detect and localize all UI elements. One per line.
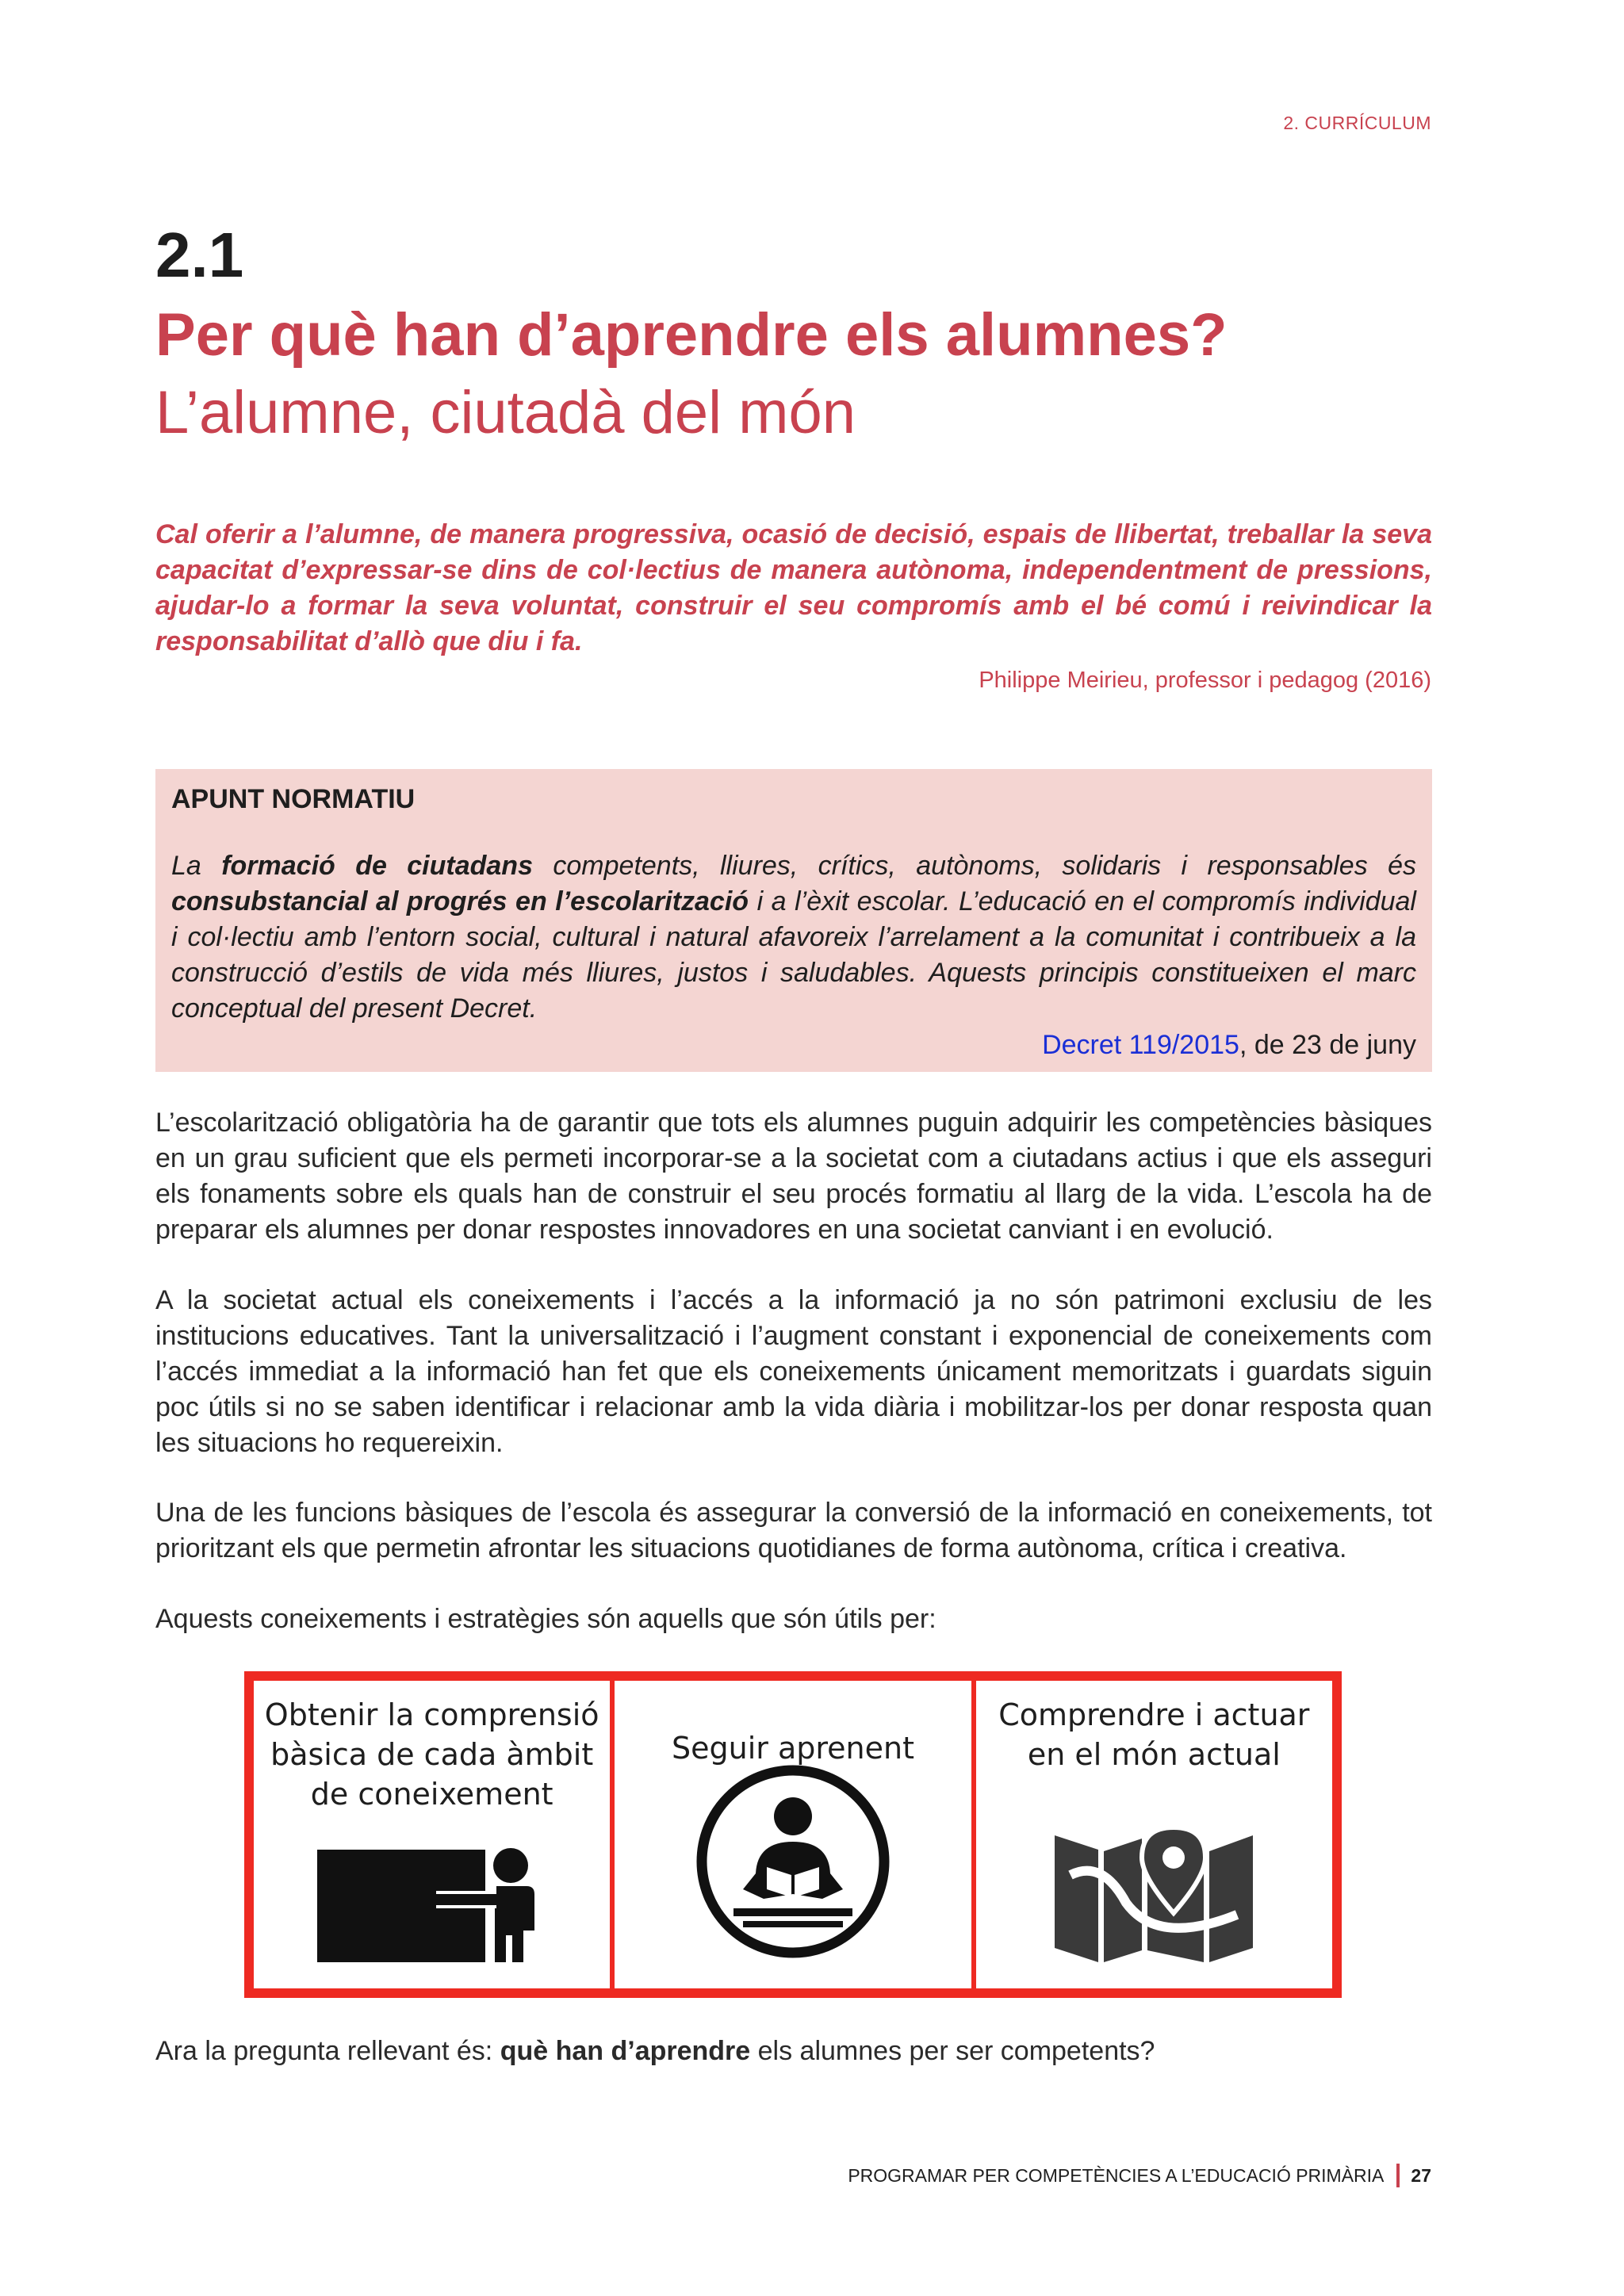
page-title: Per què han d’aprendre els alumnes? bbox=[155, 301, 1228, 369]
teacher-blackboard-icon bbox=[317, 1843, 547, 1966]
normative-note-box bbox=[155, 769, 1432, 1072]
map-pin-icon bbox=[1055, 1827, 1253, 1966]
figure-panel bbox=[254, 1681, 610, 1988]
page-subtitle: L’alumne, ciutadà del món bbox=[155, 379, 856, 446]
footer-divider bbox=[1396, 2164, 1400, 2187]
body-paragraph: Una de les funcions bàsiques de l’escola és assegurar la conversió de la informació en coneixements, tot prioritzant els que permetin afrontar les situacions quotidianes de forma autònoma, crítica i creativa. bbox=[155, 1498, 1432, 1563]
normative-note-text: La formació de ciutadans competents, lliures, crítics, autònoms, solidaris i responsables és consubstancial al progrés en l’escolarització i a l’èxit escolar. L’educació en el compromís individual i col·lectiu amb l’entorn social, cultural i natural afavoreix l’arrelament a la comunitat i contribueix a la construcció d’estils de vida més lliures, justos i saludables. Aquests principis constitueixen el marc conceptual del present Decret. bbox=[171, 851, 1417, 1024]
footer-title: PROGRAMAR PER COMPETÈNCIES A L’EDUCACIÓ PRIMÀRIA bbox=[848, 2164, 1385, 2186]
quote-author: Philippe Meirieu, professor i pedagog (2016) bbox=[979, 668, 1431, 693]
body-paragraph: A la societat actual els coneixements i l’accés a la informació ja no són patrimoni exclusiu de les institucions educatives. Tant la universalització i l’augment constant i exponencial de coneixements com l’accés immediat a la informació han fet que els coneixements únicament memoritzats i guardats siguin poc útils si no se saben identificar i relacionar amb la vida diària i mobilitzar-los per donar resposta quan les situacions ho requereixin. bbox=[155, 1285, 1432, 1458]
body-paragraph: L’escolarització obligatòria ha de garantir que tots els alumnes puguin adquirir les competències bàsiques en un grau suficient que els permeti incorporar-se a la societat com a ciutadans actius i que els asseguri els fonaments sobre els quals han de construir el seu procés formatiu al llarg de la vida. L’escola ha de preparar els alumnes per donar respostes innovadores en una societat canviant i en evolució. bbox=[155, 1108, 1432, 1245]
reading-person-icon bbox=[694, 1762, 892, 1965]
figure-panel-label: Comprendre i actuar en el món actual bbox=[998, 1697, 1310, 1772]
section-label: 2. CURRÍCULUM bbox=[1283, 113, 1431, 133]
normative-reference: Decret 119/2015, de 23 de juny bbox=[1042, 1030, 1416, 1060]
decree-link[interactable]: Decret 119/2015 bbox=[1042, 1030, 1239, 1060]
figure-panel bbox=[971, 1681, 1332, 1988]
figure-panel-label: Obtenir la comprensió bàsica de cada àmbit de coneixement bbox=[264, 1697, 599, 1812]
figure-panel-label: Seguir aprenent bbox=[671, 1731, 914, 1766]
epigraph-quote: Cal oferir a l’alumne, de manera progressiva, ocasió de decisió, espais de llibertat, treballar la seva capacitat d’expressar-se dins de col·lectius de manera autònoma, independentment de pressions, ajudar-lo a formar la seva voluntat, construir el seu compromís amb el bé comú i reivindicar la responsabilitat d’allò que diu i fa. bbox=[155, 519, 1432, 656]
page-footer bbox=[848, 2164, 1431, 2187]
body-paragraph: Aquests coneixements i estratègies són aquells que són útils per: bbox=[155, 1604, 936, 1634]
page-number: 27 bbox=[1411, 2164, 1431, 2186]
closing-question: Ara la pregunta rellevant és: què han d’aprendre els alumnes per ser competents? bbox=[155, 2036, 1155, 2066]
competences-figure bbox=[244, 1671, 1342, 1998]
normative-note-title: APUNT NORMATIU bbox=[171, 784, 416, 814]
figure-panel bbox=[610, 1681, 971, 1988]
section-number: 2.1 bbox=[155, 220, 244, 290]
